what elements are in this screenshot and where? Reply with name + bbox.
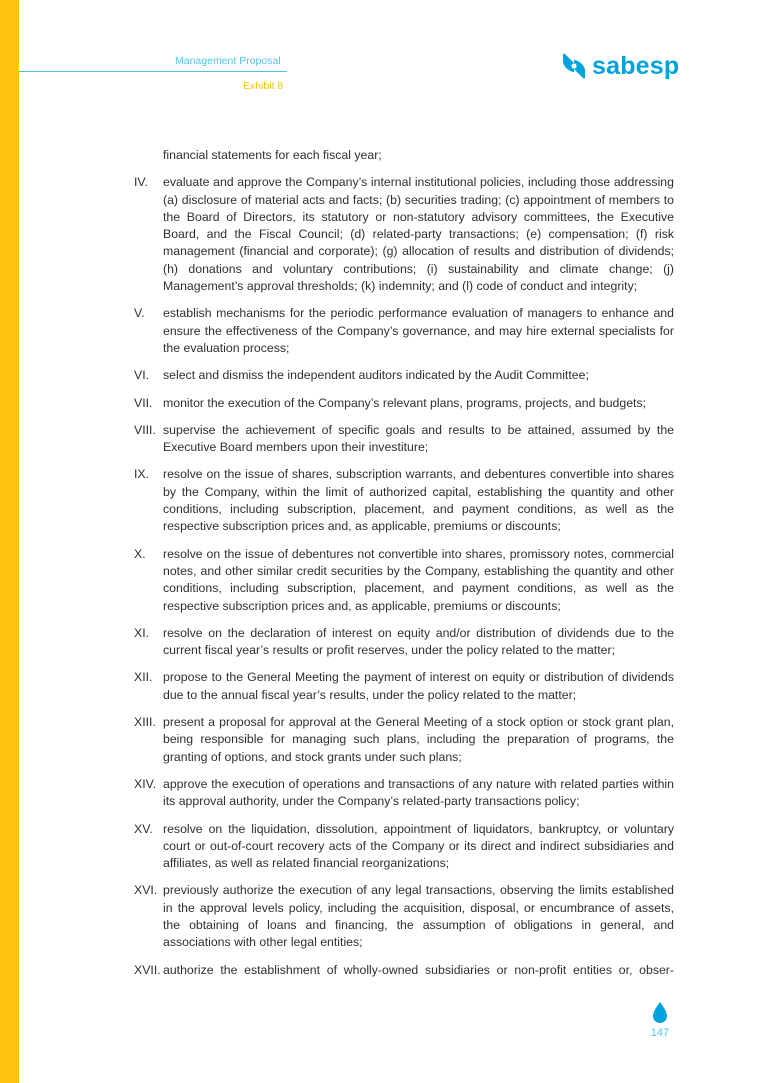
list-item-number: XV.	[134, 821, 153, 836]
list-item	[134, 882, 674, 951]
list-item-text: supervise the achievement of specific goals and results to be attained, assumed by the Executive Board members upon their investiture;	[163, 422, 674, 455]
list-item	[134, 395, 674, 412]
list-item-number: XIV.	[134, 776, 157, 791]
list-item-text: approve the execution of operations and transactions of any nature with related parties within its approval authority, under the Company’s related-party transactions policy;	[163, 776, 674, 809]
list-item-text: monitor the execution of the Company’s relevant plans, programs, projects, and budgets;	[163, 395, 647, 410]
list-item	[134, 962, 674, 979]
page-number: 147	[650, 1027, 670, 1039]
list-item-number: VIII.	[134, 422, 156, 437]
list-item-number: XIII.	[134, 715, 156, 730]
list-item-text: resolve on the liquidation, dissolution, appointment of liquidators, bankruptcy, or voluntary court or out-of-court recovery acts of the Company or its direct and indirect subsidiaries and affiliates, as well as related financial reorganizations;	[163, 821, 674, 871]
list-item	[134, 367, 674, 384]
list-item	[134, 546, 674, 615]
list-item-number: XVI.	[134, 883, 158, 898]
list-item-number: IV.	[134, 175, 148, 190]
side-accent-bar	[0, 0, 19, 1083]
list-item	[134, 625, 674, 660]
sabesp-logo	[560, 51, 679, 81]
list-item-text: present a proposal for approval at the General Meeting of a stock option or stock grant plan, being responsible for managing such plans, including the preparation of programs, the granting of options, and stock grants under such plans;	[163, 715, 674, 764]
list-item-number: V.	[134, 306, 145, 321]
list-item-number: IX.	[134, 467, 150, 482]
list-item-number: VII.	[134, 395, 153, 410]
list-item-text: resolve on the declaration of interest on equity and/or distribution of dividends due to the current fiscal year’s results or profit reserves, under the policy related to the matter;	[163, 625, 674, 658]
list-item	[134, 776, 674, 811]
sabesp-logo-icon	[560, 52, 588, 80]
list-item	[134, 669, 674, 704]
list-item	[134, 174, 674, 295]
list-item-text: evaluate and approve the Company’s internal institutional policies, including those addressing (a) disclosure of material acts and facts; (b) securities trading; (c) appointment of members to the Board of Directors, its statutory or non-statutory advisory committees, the Executive Board, and the Fiscal Council; (d) related-party transactions; (e) compensation; (f) risk management (financial and corporate); (g) allocation of results and distribution of dividends; (h) donations and voluntary contributions; (i) sustainability and climate change; (j) Management’s approval thresholds; (k) indemnity; and (l) code of conduct and integrity;	[163, 175, 674, 294]
list-item-text: resolve on the issue of debentures not convertible into shares, promissory notes, commercial notes, and other similar credit securities by the Company, establishing the quantity and other conditions, including subscription, placement, and payment conditions, as well as the respective subscription prices and, as applicable, premiums or discounts;	[163, 546, 674, 613]
document-title: Management Proposal	[175, 55, 281, 67]
list-item	[134, 305, 674, 357]
exhibit-label: Exhibit 8	[243, 80, 284, 92]
list-item-text: propose to the General Meeting the payment of interest on equity or distribution of dividends due to the annual fiscal year’s results, under the policy related to the matter;	[163, 670, 674, 702]
list-item	[134, 821, 674, 873]
list-item-text: previously authorize the execution of any legal transactions, observing the limits established in the approval levels policy, including the acquisition, disposal, or encumbrance of assets, the obtaining of loans and financing, the assumption of obligations in general, and associations with other legal entities;	[163, 883, 674, 950]
document-body	[134, 147, 674, 989]
list-item-number: VI.	[134, 368, 150, 383]
list-item	[134, 466, 674, 535]
list-item-text: establish mechanisms for the periodic performance evaluation of managers to enhance and ensure the effectiveness of the Company’s governance, and may hire external specialists for the evaluation process;	[163, 306, 674, 355]
water-drop-icon	[652, 1002, 668, 1024]
list-item-number: XI.	[134, 625, 150, 640]
list-item-number: XII.	[134, 670, 153, 685]
list-item	[134, 422, 674, 457]
list-item-text: select and dismiss the independent auditors indicated by the Audit Committee;	[163, 368, 589, 383]
numbered-list	[134, 174, 674, 979]
list-item-text: resolve on the issue of shares, subscription warrants, and debentures convertible into shares by the Company, within the limit of authorized capital, establishing the quantity and other conditions, including subscription, placement, and payment conditions, as well as the respective subscription prices and, as applicable, premiums or discounts;	[163, 467, 674, 534]
header-divider	[19, 71, 287, 72]
list-item	[134, 714, 674, 766]
list-item-text: authorize the establishment of wholly-owned subsidiaries or non-profit entities or, obser-	[163, 962, 674, 977]
continued-paragraph: financial statements for each fiscal year;	[163, 148, 382, 162]
list-item-number: X.	[134, 546, 146, 561]
list-item-number: XVII.	[134, 962, 161, 977]
logo-text: sabesp	[592, 51, 680, 80]
